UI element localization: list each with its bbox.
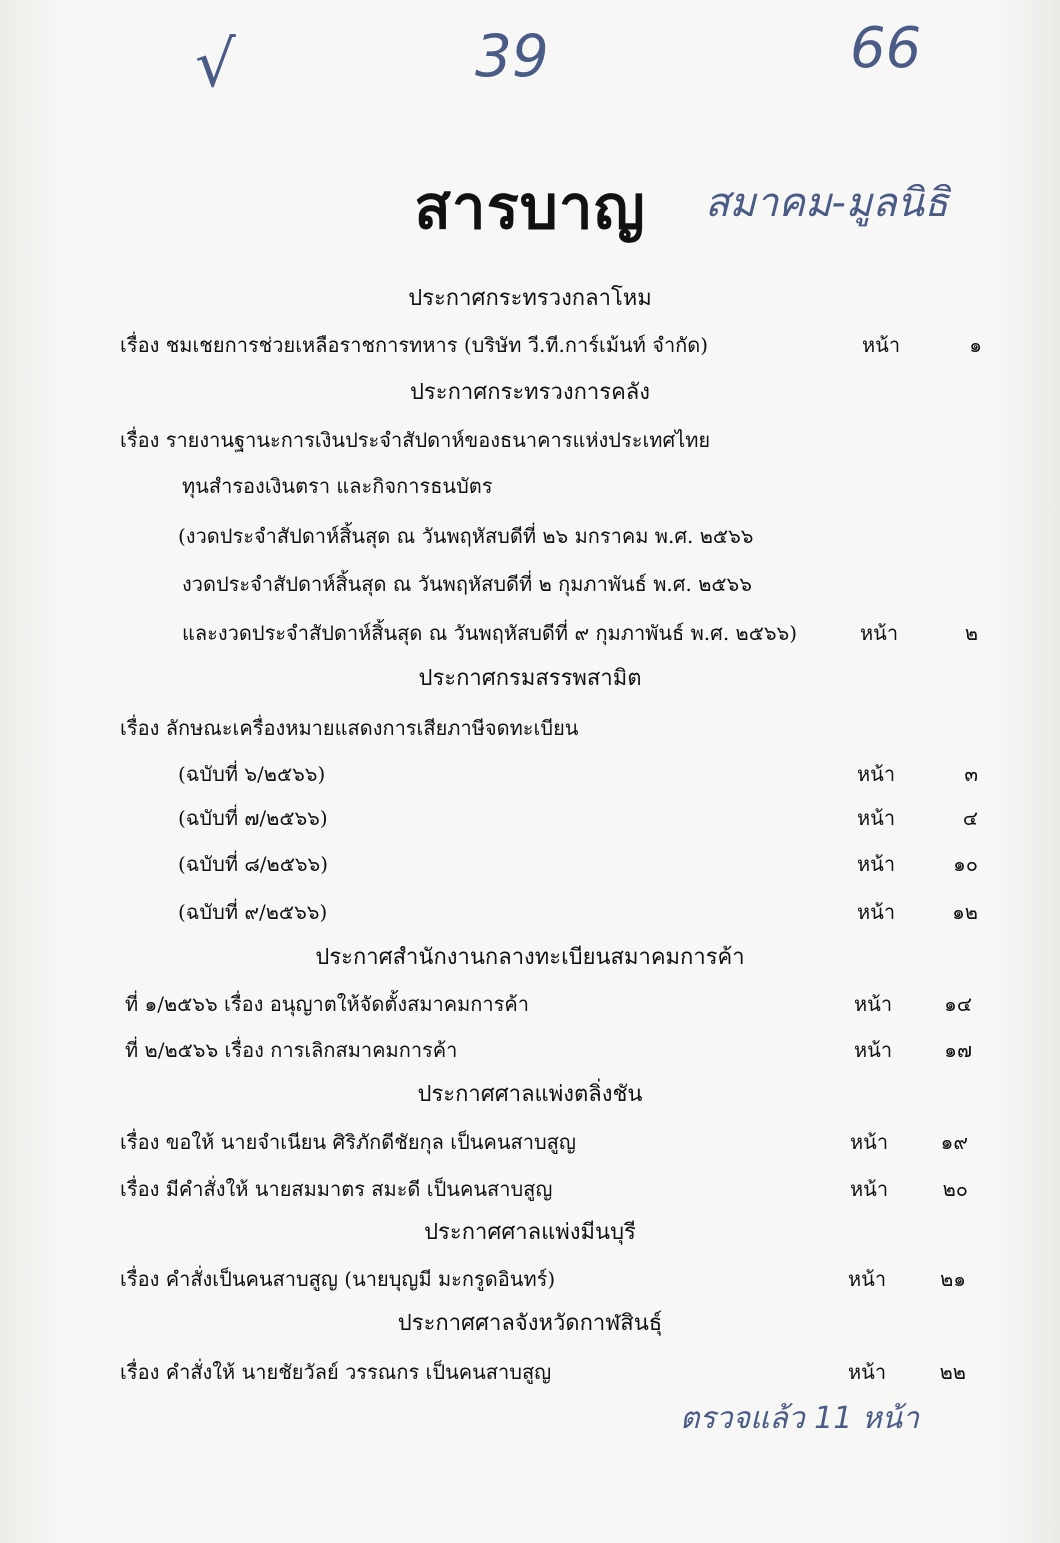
page-number: ๑๗ (944, 1038, 972, 1062)
entry-line: และงวดประจำสัปดาห์สิ้นสุด ณ วันพฤหัสบดีที่ ๙ กุมภาพันธ์ พ.ศ. ๒๕๖๖) (182, 621, 798, 645)
page-number: ๑๙ (940, 1130, 968, 1154)
entry-line: (งวดประจำสัปดาห์สิ้นสุด ณ วันพฤหัสบดีที่ ๒๖ มกราคม พ.ศ. ๒๕๖๖ (178, 524, 754, 548)
entry-line: เรื่อง มีคำสั่งให้ นายสมมาตร สมะดี เป็นคนสาบสูญ (120, 1177, 553, 1201)
entry-line: (ฉบับที่ ๙/๒๕๖๖) (178, 900, 328, 924)
page-label: หน้า (857, 806, 896, 830)
entry-line: เรื่อง ลักษณะเครื่องหมายแสดงการเสียภาษีจดทะเบียน (120, 716, 579, 740)
entry-line: เรื่อง ขอให้ นายจำเนียน ศิริภักดีชัยกุล เป็นคนสาบสูญ (120, 1130, 576, 1154)
entry-line: ทุนสำรองเงินตรา และกิจการธนบัตร (182, 474, 493, 498)
page-label: หน้า (860, 621, 899, 645)
page-number: ๑ (969, 333, 982, 357)
entry-line: (ฉบับที่ ๗/๒๕๖๖) (178, 806, 328, 830)
entry-line: เรื่อง รายงานฐานะการเงินประจำสัปดาห์ของธนาคารแห่งประเทศไทย (120, 428, 711, 452)
entry-line: (ฉบับที่ ๘/๒๕๖๖) (178, 852, 329, 876)
page-number: ๑๔ (944, 992, 972, 1016)
section-heading-taling-chan-court: ประกาศศาลแพ่งตลิ่งชัน (417, 1082, 643, 1107)
page-number: ๓ (964, 762, 978, 786)
page-label: หน้า (854, 1038, 893, 1062)
page-label: หน้า (857, 900, 896, 924)
page-label: หน้า (848, 1360, 887, 1384)
section-heading-min-buri-court: ประกาศศาลแพ่งมีนบุรี (424, 1220, 636, 1245)
handwritten-check-mark: √ (195, 28, 236, 102)
page-label: หน้า (850, 1177, 889, 1201)
handwritten-number-66: 66 (850, 16, 922, 81)
page-label: หน้า (848, 1267, 887, 1291)
page-number: ๒ (964, 621, 978, 645)
page-title: สารบาญ (414, 173, 646, 243)
entry-line: (ฉบับที่ ๖/๒๕๖๖) (178, 762, 326, 786)
entry-line: เรื่อง คำสั่งเป็นคนสาบสูญ (นายบุญมี มะกรูดอินทร์) (120, 1267, 556, 1291)
handwritten-number-39: 39 (475, 22, 549, 90)
page-number: ๒๒ (939, 1360, 966, 1384)
section-heading-finance: ประกาศกระทรวงการคลัง (409, 380, 651, 405)
handwritten-footer-note: ตรวจแล้ว 11 หน้า (680, 1401, 919, 1436)
section-heading-kalasin-court: ประกาศศาลจังหวัดกาฬสินธุ์ (397, 1311, 663, 1336)
page-number: ๑๐ (953, 852, 978, 876)
page-number: ๒๐ (942, 1177, 968, 1201)
entry-line: เรื่อง คำสั่งให้ นายชัยวัลย์ วรรณกร เป็นคนสาบสูญ (120, 1360, 552, 1384)
entry-line: ที่ ๑/๒๕๖๖ เรื่อง อนุญาตให้จัดตั้งสมาคมการค้า (125, 992, 529, 1016)
page-label: หน้า (854, 992, 893, 1016)
page-number: ๒๑ (940, 1267, 966, 1291)
section-heading-defence: ประกาศกระทรวงกลาโหม (408, 286, 652, 311)
page-label: หน้า (857, 762, 896, 786)
page-label: หน้า (850, 1130, 889, 1154)
page-label: หน้า (857, 852, 896, 876)
section-heading-trade-association: ประกาศสำนักงานกลางทะเบียนสมาคมการค้า (315, 945, 745, 970)
entry-line: เรื่อง ชมเชยการช่วยเหลือราชการทหาร (บริษัท วี.ที.การ์เม้นท์ จำกัด) (120, 333, 709, 357)
section-heading-excise: ประกาศกรมสรรพสามิต (418, 666, 642, 691)
page-label: หน้า (862, 333, 901, 357)
handwritten-note: สมาคม-มูลนิธิ (705, 180, 949, 226)
page-number: ๔ (962, 806, 978, 830)
entry-line: งวดประจำสัปดาห์สิ้นสุด ณ วันพฤหัสบดีที่ ๒ กุมภาพันธ์ พ.ศ. ๒๕๖๖ (182, 572, 752, 596)
page-number: ๑๒ (952, 900, 978, 924)
entry-line: ที่ ๒/๒๕๖๖ เรื่อง การเลิกสมาคมการค้า (125, 1038, 458, 1062)
